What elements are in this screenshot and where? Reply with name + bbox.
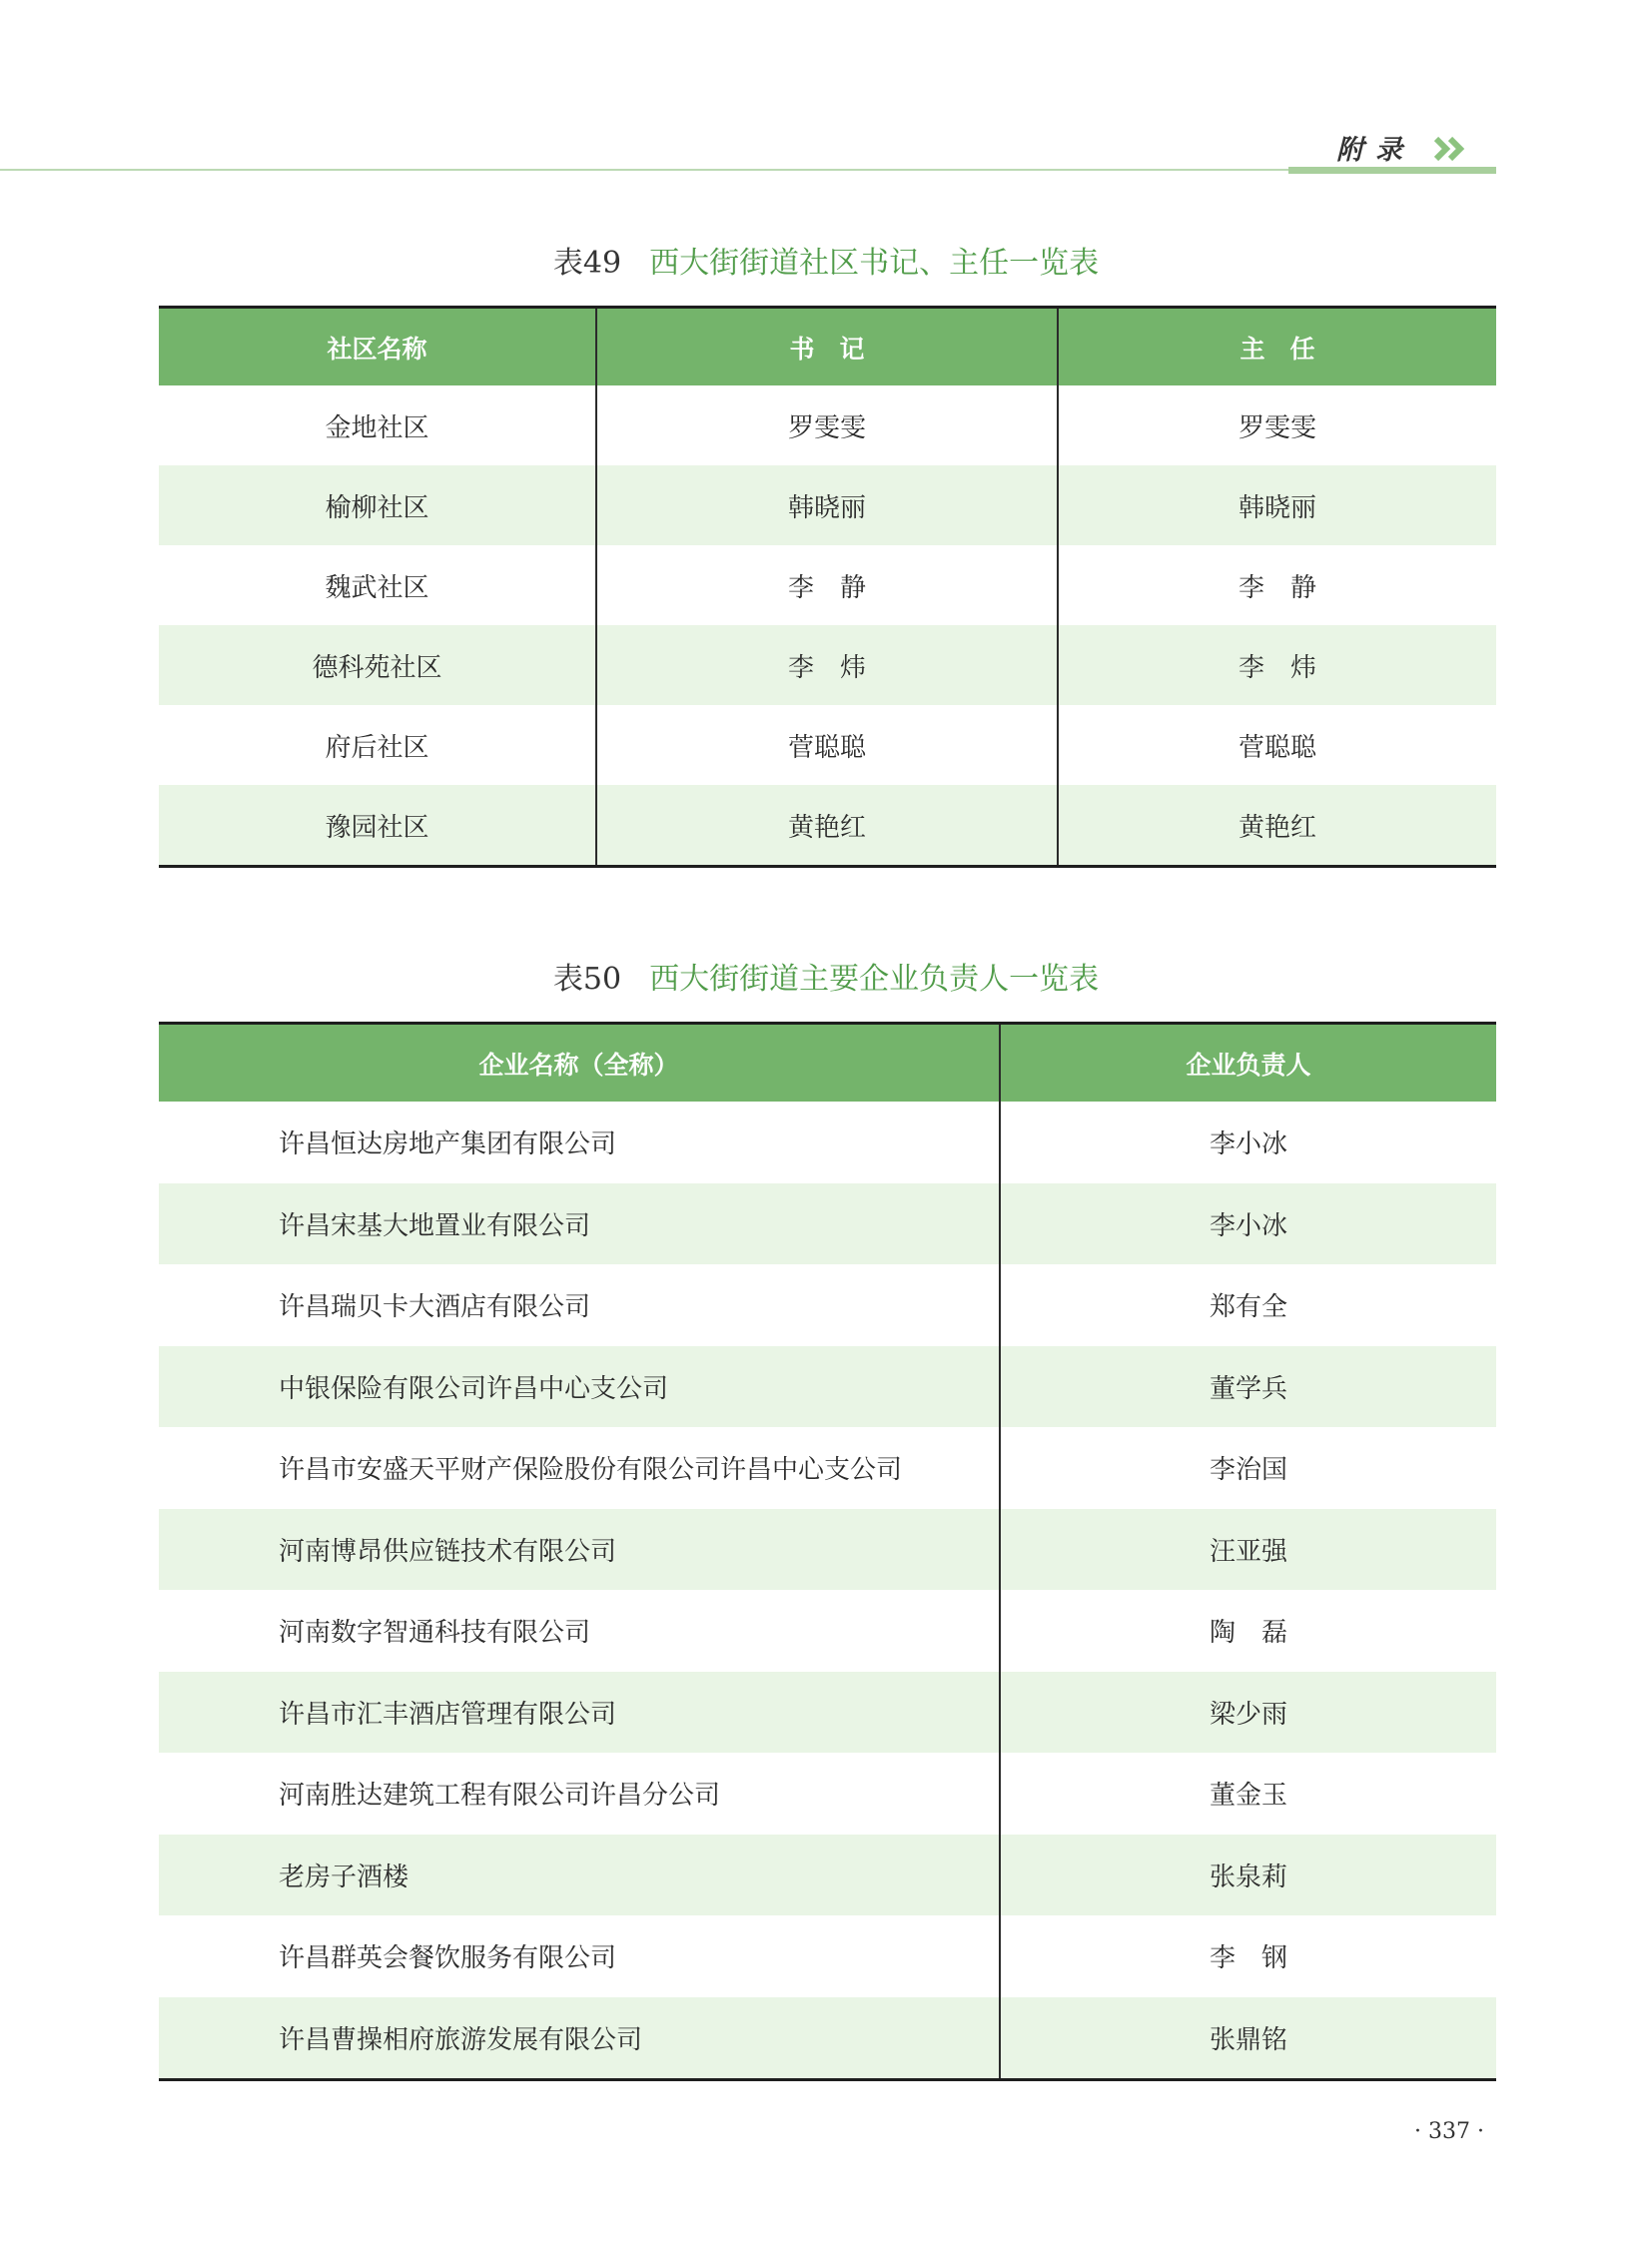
table-row — [159, 1997, 1496, 2080]
community-name: 德科苑社区 — [159, 625, 596, 705]
director-name: 菅聪聪 — [1058, 705, 1496, 785]
company-name: 中银保险有限公司许昌中心支公司 — [159, 1346, 1000, 1428]
column-header: 社区名称 — [159, 308, 596, 386]
column-header: 企业名称（全称） — [159, 1024, 1000, 1103]
table-row — [159, 785, 1496, 867]
company-name: 河南博昂供应链技术有限公司 — [159, 1509, 1000, 1591]
table-row — [159, 625, 1496, 705]
header-accent-bar — [1288, 167, 1496, 174]
leader-name: 李治国 — [1000, 1427, 1496, 1509]
secretary-name: 李 炜 — [596, 625, 1058, 705]
column-header: 主 任 — [1058, 308, 1496, 386]
director-name: 李 炜 — [1058, 625, 1496, 705]
secretary-name: 菅聪聪 — [596, 705, 1058, 785]
leader-name: 李小冰 — [1000, 1183, 1496, 1265]
director-name: 罗雯雯 — [1058, 385, 1496, 465]
table-row — [159, 1590, 1496, 1672]
table49-number: 表49 — [552, 246, 622, 281]
table-row — [159, 1509, 1496, 1591]
company-name: 许昌曹操相府旅游发展有限公司 — [159, 1997, 1000, 2080]
table-row — [159, 465, 1496, 545]
table-row — [159, 705, 1496, 785]
table49-caption — [0, 238, 1652, 282]
table-row — [159, 545, 1496, 625]
leader-name: 张泉莉 — [1000, 1835, 1496, 1916]
header-rule — [0, 169, 1288, 171]
leader-name: 梁少雨 — [1000, 1672, 1496, 1754]
table-row — [159, 1102, 1496, 1183]
page-number: · 337 · — [1414, 2119, 1484, 2144]
table-header-row — [159, 1024, 1496, 1103]
leader-name: 李 钢 — [1000, 1915, 1496, 1997]
table49-title: 西大街街道社区书记、主任一览表 — [649, 246, 1100, 281]
table-row — [159, 1346, 1496, 1428]
leader-name: 李小冰 — [1000, 1102, 1496, 1183]
double-chevron-icon — [1434, 136, 1474, 162]
company-name: 许昌群英会餐饮服务有限公司 — [279, 1943, 617, 1974]
director-name: 李 静 — [1058, 545, 1496, 625]
leader-name: 董金玉 — [1000, 1753, 1496, 1835]
leader-name: 郑有全 — [1000, 1264, 1496, 1346]
community-name: 豫园社区 — [159, 785, 596, 867]
table50-title: 西大街街道主要企业负责人一览表 — [649, 962, 1100, 997]
column-header: 书 记 — [596, 308, 1058, 386]
table-row — [159, 1672, 1496, 1754]
community-name: 榆柳社区 — [159, 465, 596, 545]
company-name: 河南胜达建筑工程有限公司许昌分公司 — [279, 1781, 721, 1812]
table-row — [159, 1835, 1496, 1916]
company-name: 老房子酒楼 — [159, 1835, 1000, 1916]
secretary-name: 李 静 — [596, 545, 1058, 625]
community-name: 魏武社区 — [325, 572, 429, 603]
table50-caption — [0, 954, 1652, 998]
company-name: 河南数字智通科技有限公司 — [279, 1618, 591, 1649]
company-name: 许昌市汇丰酒店管理有限公司 — [159, 1672, 1000, 1754]
leader-name: 陶 磊 — [1000, 1590, 1496, 1672]
table-row — [159, 385, 1496, 465]
table-row — [159, 1915, 1496, 1997]
director-name: 韩晓丽 — [1058, 465, 1496, 545]
table-header-row — [159, 308, 1496, 386]
secretary-name: 罗雯雯 — [596, 385, 1058, 465]
table50-number: 表50 — [552, 962, 622, 997]
table-row — [159, 1264, 1496, 1346]
community-leaders-table — [159, 306, 1496, 868]
section-title: 附录 — [1336, 135, 1414, 166]
column-header: 企业负责人 — [1000, 1024, 1496, 1103]
leader-name: 汪亚强 — [1000, 1509, 1496, 1591]
leader-name: 张鼎铭 — [1000, 1997, 1496, 2080]
community-name: 金地社区 — [325, 412, 429, 443]
secretary-name: 黄艳红 — [596, 785, 1058, 867]
leader-name: 董学兵 — [1000, 1346, 1496, 1428]
table-row — [159, 1183, 1496, 1265]
director-name: 黄艳红 — [1058, 785, 1496, 867]
table-row — [159, 1427, 1496, 1509]
company-name: 许昌宋基大地置业有限公司 — [159, 1183, 1000, 1265]
company-name: 许昌市安盛天平财产保险股份有限公司许昌中心支公司 — [279, 1455, 903, 1486]
community-name: 府后社区 — [325, 732, 429, 763]
secretary-name: 韩晓丽 — [596, 465, 1058, 545]
enterprise-leaders-table — [159, 1022, 1496, 2081]
table-row — [159, 1753, 1496, 1835]
company-name: 许昌恒达房地产集团有限公司 — [279, 1129, 617, 1160]
company-name: 许昌瑞贝卡大酒店有限公司 — [279, 1292, 591, 1323]
